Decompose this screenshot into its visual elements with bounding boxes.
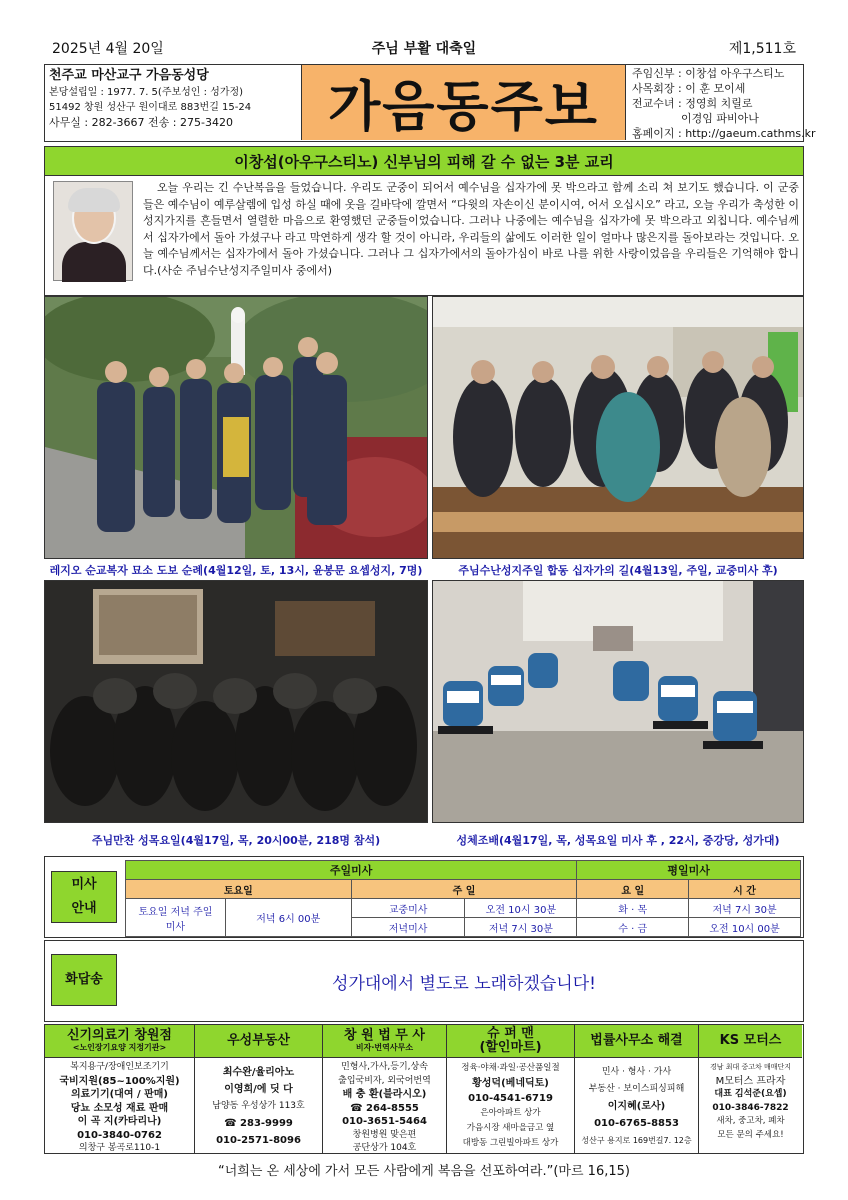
saturday-mass-name: 토요일 저녁 주일미사 [126, 899, 226, 937]
ad-line: 이영희/에 딧 다 [224, 1084, 293, 1095]
ad-line: 성산구 용지로 169번길7. 12층 [581, 1136, 692, 1145]
ad-line: 국비지원(85~100%지원) [59, 1075, 180, 1087]
ad-title: 우성부동산 [227, 1033, 290, 1048]
ad-body [195, 1058, 322, 1149]
ad-header [447, 1025, 574, 1058]
ad-line: 경남 최대 중고차 매매단지 [709, 1063, 792, 1071]
saturday-mass-time: 저녁 6시 00분 [225, 899, 351, 937]
saturday-header: 토요일 [126, 880, 352, 899]
scripture-quote: “너희는 온 세상에 가서 모든 사람에게 복음을 선포하여라.”(마르 16,15) [218, 1164, 630, 1179]
priest-portrait [53, 181, 133, 281]
ad-title: 창 원 법 무 사 [344, 1028, 425, 1043]
issue-number: 제1,511호 [728, 41, 796, 57]
sunday-mass-name: 저녁미사 [351, 918, 465, 937]
ad-line: ☎ 264-8555 [350, 1102, 419, 1114]
ad-line: 당뇨 소모성 재료 판매 [70, 1102, 169, 1114]
ad-line: 남양동 우성상가 113호 [212, 1101, 305, 1111]
parish-info [49, 67, 297, 130]
stations-caption: 주님수난성지주일 합동 십자가의 길(4월13일, 주일, 교중미사 후) [458, 564, 778, 577]
homily-text: 오늘 우리는 긴 수난복음을 들었습니다. 우리도 군중이 되어서 예수님을 십자가에 못 박으라고 함께 소리 쳐 보기도 했습니다. 이 군중들은 예수님이 예루살렘에 입성 하실 때에 옷을 길바닥에 깔면서 “다윗의 자손이신 분이시여, 어서 오십시오” 라고, 오늘 우리가 축성한 이 성지가지를 흔들면서 열렬한 마음으로 환영했던 군중들이었습니다. 그러나 나중에는 예수님을 십자가에 못 박으라고 외칩니다. 예수님께서 십자가에서 돌아 가셨구나 라고 막연하게 생각 할 것이 아니라, 우리들의 삶에도 이러한 일이 얼마나 많은지를 돌아보라는 것입니다. 오늘 예수님께서는 십자가에서 돌아 가셨습니다. 그러나 그 십자가에서의 돌아가심이 바로 나를 위한 사랑이었음을 우리들은 기억해야 합니다.(사순 주님수난성지주일미사 중에서) [143, 181, 799, 277]
pilgrimage-caption: 레지오 순교복자 묘소 도보 순례(4월12일, 토, 13시, 윤봉문 요셉성지, 7명) [49, 564, 423, 577]
ad-line: 부동산 · 보이스피싱피해 [588, 1084, 685, 1094]
ad-line: 공단상가 104호 [352, 1143, 417, 1153]
ad-line: 민형사,가사,등기,상속 [341, 1062, 428, 1072]
feast-title: 주님 부활 대축일 [371, 41, 477, 57]
ad-line: 대방동 그린빌아파트 상가 [462, 1138, 559, 1148]
ad-medical-device [45, 1025, 195, 1153]
ad-motors [699, 1025, 802, 1153]
mass-schedule-label [51, 871, 117, 923]
ad-line: M모터스 프라자 [715, 1075, 786, 1087]
weekday-mass-header: 평일미사 [577, 861, 801, 880]
ad-supermarket [447, 1025, 575, 1153]
homily-section [44, 176, 804, 296]
homepage-link[interactable]: 홈페이지 : http://gaeum.cathms.kr [632, 127, 816, 140]
adoration-photo [432, 580, 804, 823]
parish-address: 51492 창원 성산구 원이대로 883번길 15-24 [49, 102, 252, 113]
ad-body [699, 1058, 802, 1142]
ad-subtitle: 비자·번역사무소 [355, 1043, 414, 1052]
ad-line: 창원병원 맞은편 [352, 1129, 417, 1140]
holy-thursday-photo [44, 580, 428, 823]
responsorial-psalm [44, 940, 804, 1022]
ad-title: 슈 퍼 맨 [487, 1026, 534, 1041]
weekday-time: 오전 10시 00분 [689, 918, 801, 937]
sunday-mass-header: 주일미사 [126, 861, 577, 880]
homily-heading: 이창섭(아우구스티노) 신부님의 피해 갈 수 없는 3분 교리 [44, 146, 804, 176]
ad-body [323, 1058, 446, 1156]
issue-header [52, 38, 796, 60]
ad-line: 정육·야채·과일·공산품일절 [461, 1063, 560, 1073]
weekday-day: 수 · 금 [577, 918, 689, 937]
ad-line: 모든 문의 주세요! [717, 1129, 784, 1140]
ad-line: 배 충 환(블라시오) [342, 1089, 427, 1100]
responsorial-message: 성가대에서 별도로 노래하겠습니다! [332, 973, 596, 994]
bulletin-title [301, 65, 626, 140]
ad-line: 이지혜(로사) [607, 1101, 666, 1112]
ad-line: 의료기기(대여 / 판매) [70, 1089, 169, 1100]
weekday-time: 저녁 7시 30분 [689, 899, 801, 918]
parish-name: 천주교 마산교구 가음동성당 [49, 68, 209, 83]
ad-legal-office [323, 1025, 447, 1153]
ad-law-firm [575, 1025, 699, 1153]
ad-real-estate [195, 1025, 323, 1153]
issue-date: 2025년 4월 20일 [52, 41, 164, 57]
sunday-header: 주 일 [351, 880, 577, 899]
ad-line: 010-3840-0762 [77, 1129, 162, 1141]
ad-line: 010-6765-8853 [594, 1118, 679, 1129]
parish-phone: 사무실 : 282-3667 전송 : 275-3420 [49, 116, 233, 129]
ad-line: 가음시장 새마을금고 옆 [466, 1123, 555, 1133]
ad-header [45, 1025, 194, 1058]
bulletin-title-text: 가음동주보 [328, 75, 599, 138]
weekday-day-header: 요 일 [577, 880, 689, 899]
ad-line: 이 곡 지(카타리나) [77, 1116, 162, 1127]
ad-line: 의창구 봉곡로110-1 [78, 1143, 161, 1153]
masthead [44, 64, 816, 142]
responsorial-label [51, 954, 117, 1006]
sunday-mass-name: 교중미사 [351, 899, 465, 918]
ad-subtitle: <노인장기요양 지정기관> [72, 1043, 167, 1052]
ad-title: 신기의료기 창원점 [67, 1028, 172, 1043]
staff-pastor: 주임신부 : 이창섭 아우구스티노 [632, 67, 785, 80]
staff-sister-2: 이경임 파비아나 [632, 112, 759, 125]
ad-line: 민사 · 형사 · 가사 [601, 1067, 672, 1077]
mass-schedule [44, 856, 804, 938]
staff-sister-1: 전교수녀 : 정영희 치릴로 [632, 97, 753, 110]
staff-list [632, 66, 816, 141]
ad-line: 황성덕(베네딕토) [472, 1078, 549, 1089]
ad-line: 출입국비자, 외국어번역 [338, 1075, 431, 1086]
ad-body [447, 1058, 574, 1151]
pilgrimage-photo [44, 296, 428, 559]
ad-header [575, 1025, 698, 1058]
ad-title: 법률사무소 해결 [590, 1033, 683, 1048]
holy-thursday-caption: 주님만찬 성목요일(4월17일, 목, 20시00분, 218명 참석) [91, 834, 381, 847]
weekday-day: 화 · 목 [577, 899, 689, 918]
ad-line: 최수완/율리아노 [222, 1067, 295, 1078]
mass-label-1: 미사 [71, 877, 97, 892]
staff-council-president: 사목회장 : 이 훈 모이세 [632, 82, 746, 95]
ad-header [699, 1025, 802, 1058]
stations-photo [432, 296, 804, 559]
mass-schedule-table [125, 860, 801, 937]
parish-founded: 본당설립일 : 1977. 7. 5(주보성인 : 성가정) [49, 87, 244, 98]
ad-header [195, 1025, 322, 1058]
ad-line: 010-4541-6719 [468, 1093, 553, 1104]
advertisements [44, 1024, 804, 1154]
ad-line: 은아아파트 상가 [480, 1108, 541, 1118]
ad-line: 복지용구/장애인보조기기 [70, 1062, 169, 1072]
responsorial-label-text: 화답송 [65, 972, 103, 987]
ad-header [323, 1025, 446, 1058]
ad-line: 대표 김석준(요셉) [714, 1089, 787, 1099]
ad-title: KS 모터스 [719, 1033, 782, 1048]
sunday-mass-time: 저녁 7시 30분 [465, 918, 577, 937]
ad-body [575, 1058, 698, 1149]
weekday-time-header: 시 간 [689, 880, 801, 899]
sunday-mass-time: 오전 10시 30분 [465, 899, 577, 918]
ad-line: ☎ 283-9999 [224, 1118, 293, 1129]
ad-line: 010-2571-8096 [216, 1135, 301, 1146]
ad-body [45, 1058, 194, 1156]
ad-line: 새차, 중고차, 폐차 [716, 1116, 785, 1126]
adoration-caption: 성체조배(4월17일, 목, 성목요일 미사 후 , 22시, 중강당, 성가대) [456, 834, 780, 847]
ad-line: 010-3846-7822 [712, 1102, 789, 1113]
ad-line: 010-3651-5464 [342, 1116, 427, 1127]
ad-subtitle: (할인마트) [479, 1040, 542, 1055]
mass-label-2: 안내 [71, 901, 97, 916]
